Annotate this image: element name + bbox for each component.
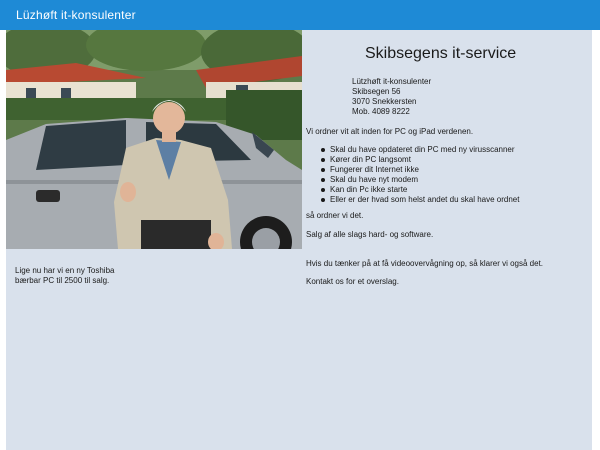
list-item: Fungerer dit Internet ikke: [306, 165, 519, 175]
list-item: Kan din Pc ikke starte: [306, 185, 519, 195]
closing-text: så ordner vi det.: [306, 211, 364, 220]
contact-text: Kontakt os for et overslag.: [306, 277, 399, 286]
city-address: 3070 Snekkersten: [352, 97, 417, 106]
list-item: Eller er der hvad som helst andet du skal have ordnet: [306, 195, 519, 205]
list-item: Skal du have opdateret din PC med ny virusscanner: [306, 145, 519, 155]
services-list: [306, 145, 519, 205]
phone-number: Mob. 4089 8222: [352, 107, 410, 116]
list-item: Skal du have nyt modem: [306, 175, 519, 185]
company-name: Lützhøft it-konsulenter: [352, 77, 432, 86]
street-address: Skibsegen 56: [352, 87, 401, 96]
sale-note-line-2: bærbar PC til 2500 til salg.: [15, 276, 110, 285]
sale-note: [15, 266, 135, 286]
sale-note-line-1: Lige nu har vi en ny Toshiba: [15, 266, 115, 275]
site-header: [0, 0, 600, 30]
address-block: [352, 77, 431, 117]
page-title: Skibsegens it-service: [365, 45, 517, 62]
intro-text: Vi ordner vit alt inden for PC og iPad verdenen.: [306, 127, 474, 136]
content-area: [6, 30, 592, 450]
video-text: Hvis du tænker på at få videoovervågning op, så klarer vi også det.: [306, 259, 544, 268]
site-title[interactable]: Lüzhøft it-konsulenter: [16, 8, 136, 22]
photo-man-with-car: [6, 30, 302, 249]
list-item: Kører din PC langsomt: [306, 155, 519, 165]
sales-text: Salg af alle slags hard- og software.: [306, 230, 434, 239]
